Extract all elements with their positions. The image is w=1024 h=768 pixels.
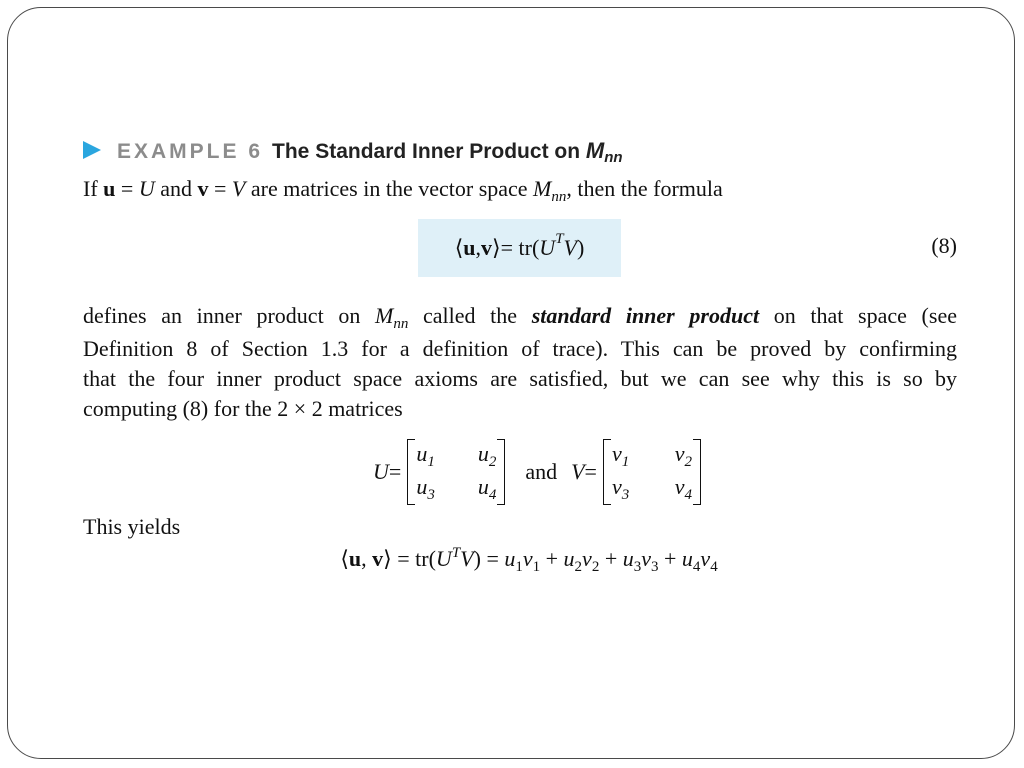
paragraph-line-1: defines an inner product on $M_{nn}$ called the standard inner product on that space (see	[83, 303, 957, 332]
matrix-V-entry: $v_2$	[674, 441, 692, 470]
matrix-U-entry: $u_4$	[477, 474, 497, 503]
result-term-2: $u_2v_2$	[563, 546, 600, 575]
matrix-U	[407, 439, 505, 505]
matrix-U-entry: $u_1$	[416, 441, 435, 470]
example-heading	[83, 138, 957, 174]
matrix-U-label: U	[373, 459, 389, 484]
and-word: and	[525, 459, 558, 484]
paragraph-line-4: computing (8) for the 2 × 2 matrices	[83, 396, 403, 421]
yields-text: This yields	[83, 514, 181, 539]
result-term-4: $u_4v_4$	[681, 546, 718, 575]
intro-text: If u = U and v = V are matrices in the vector space $M_{nn}$, then the formula	[83, 176, 723, 205]
example-title: The Standard Inner Product on Mnn	[272, 138, 623, 166]
matrix-V-entry: $v_1$	[611, 441, 630, 470]
paragraph-line-2: Definition 8 of Section 1.3 for a definition of trace). This can be proved by confirming	[83, 336, 957, 361]
result-term-1: $u_1v_1$	[504, 546, 541, 575]
paragraph-line-3: that the four inner product space axioms are satisfied, but we can see why this is so by	[83, 366, 957, 391]
matrix-U-entry: $u_2$	[477, 441, 497, 470]
equation-8-highlight: ⟨ u , v ⟩ = tr( U T V )	[418, 219, 621, 277]
standard-inner-product-term: standard inner product	[531, 303, 760, 328]
matrix-U-entry: $u_3$	[416, 474, 435, 503]
equation-number: (8)	[931, 233, 957, 258]
result-term-3: $u_3v_3$	[622, 546, 659, 575]
matrix-V-entry: $v_4$	[674, 474, 692, 503]
matrix-definitions: U = $u_1$ $u_2$ $u_3$ $u_4$ and V = $v_1$ $v_2$ $v_3$ $v_4$	[123, 432, 957, 512]
triangle-bullet-icon	[83, 141, 101, 159]
matrix-V	[603, 439, 701, 505]
result-equation: ⟨u, v⟩ = $tr(U^TV) = u_1v_1 + u_2v_2 + u_3v_3 + u_4v_4$	[340, 545, 718, 575]
matrix-V-label: V	[571, 459, 585, 484]
equation-8-row	[83, 219, 957, 293]
matrix-V-entry: $v_3$	[611, 474, 630, 503]
slide-content	[83, 138, 957, 577]
definition-paragraph	[83, 301, 957, 424]
example-label: EXAMPLE 6	[117, 140, 264, 163]
